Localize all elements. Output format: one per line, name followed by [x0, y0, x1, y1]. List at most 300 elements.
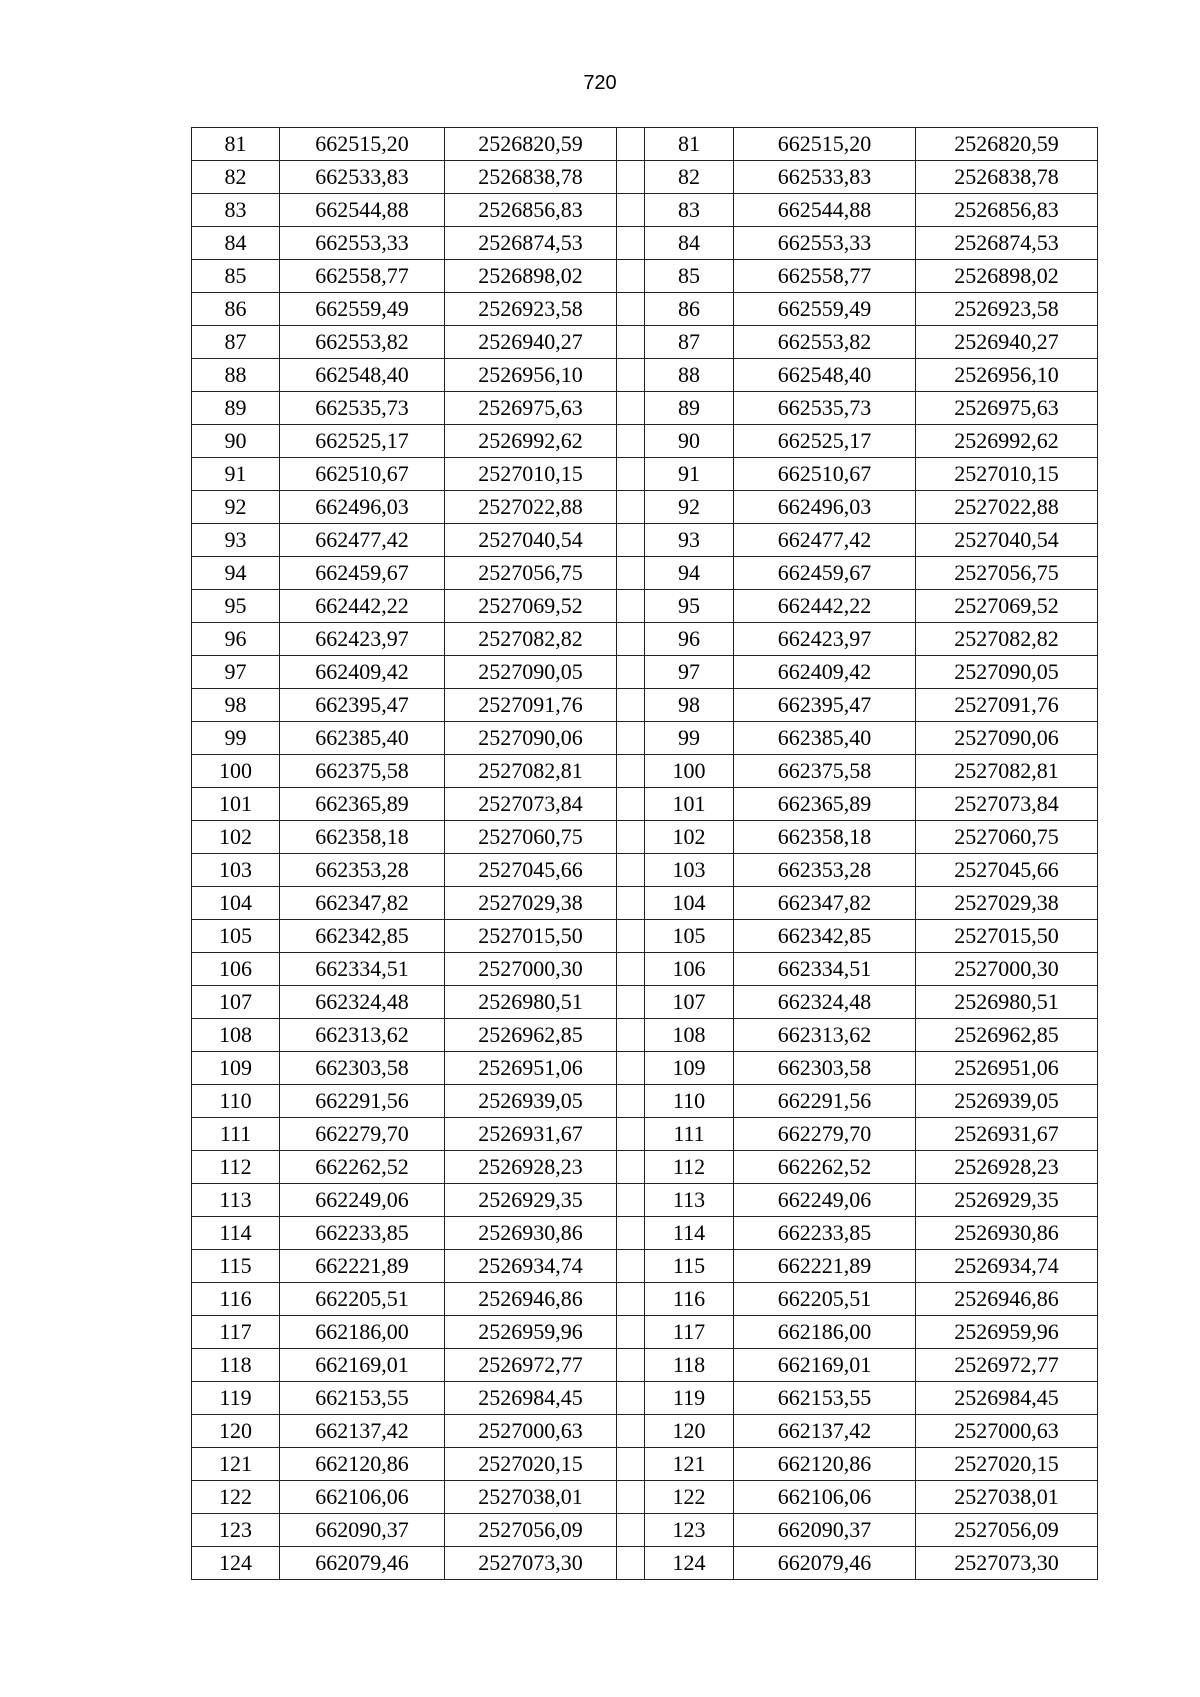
- point-number-cell-right: 92: [645, 491, 734, 524]
- x-coordinate-cell: 662548,40: [280, 359, 445, 392]
- y-coordinate-cell: 2526951,06: [445, 1052, 617, 1085]
- y-coordinate-cell-right: 2526962,85: [916, 1019, 1098, 1052]
- x-coordinate-cell-right: 662496,03: [734, 491, 916, 524]
- y-coordinate-cell-right: 2526939,05: [916, 1085, 1098, 1118]
- point-number-cell-right: 112: [645, 1151, 734, 1184]
- point-number-cell-right: 117: [645, 1316, 734, 1349]
- point-number-cell-right: 90: [645, 425, 734, 458]
- x-coordinate-cell: 662442,22: [280, 590, 445, 623]
- point-number-cell-right: 107: [645, 986, 734, 1019]
- separator-cell: [617, 1184, 645, 1217]
- x-coordinate-cell: 662137,42: [280, 1415, 445, 1448]
- separator-cell: [617, 359, 645, 392]
- x-coordinate-cell: 662533,83: [280, 161, 445, 194]
- y-coordinate-cell: 2527038,01: [445, 1481, 617, 1514]
- x-coordinate-cell-right: 662221,89: [734, 1250, 916, 1283]
- table-row: [192, 920, 1098, 953]
- y-coordinate-cell-right: 2526934,74: [916, 1250, 1098, 1283]
- point-number-cell-right: 119: [645, 1382, 734, 1415]
- point-number-cell: 110: [192, 1085, 280, 1118]
- separator-cell: [617, 1151, 645, 1184]
- point-number-cell: 115: [192, 1250, 280, 1283]
- y-coordinate-cell-right: 2526838,78: [916, 161, 1098, 194]
- x-coordinate-cell-right: 662334,51: [734, 953, 916, 986]
- point-number-cell-right: 122: [645, 1481, 734, 1514]
- point-number-cell: 122: [192, 1481, 280, 1514]
- point-number-cell: 83: [192, 194, 280, 227]
- x-coordinate-cell-right: 662459,67: [734, 557, 916, 590]
- point-number-cell: 89: [192, 392, 280, 425]
- separator-cell: [617, 887, 645, 920]
- x-coordinate-cell-right: 662510,67: [734, 458, 916, 491]
- separator-cell: [617, 194, 645, 227]
- x-coordinate-cell-right: 662249,06: [734, 1184, 916, 1217]
- y-coordinate-cell-right: 2526946,86: [916, 1283, 1098, 1316]
- table-row: [192, 1283, 1098, 1316]
- x-coordinate-cell-right: 662186,00: [734, 1316, 916, 1349]
- y-coordinate-cell-right: 2527082,82: [916, 623, 1098, 656]
- y-coordinate-cell-right: 2527082,81: [916, 755, 1098, 788]
- y-coordinate-cell: 2527045,66: [445, 854, 617, 887]
- point-number-cell-right: 100: [645, 755, 734, 788]
- x-coordinate-cell-right: 662533,83: [734, 161, 916, 194]
- point-number-cell: 102: [192, 821, 280, 854]
- point-number-cell-right: 97: [645, 656, 734, 689]
- separator-cell: [617, 722, 645, 755]
- y-coordinate-cell: 2527091,76: [445, 689, 617, 722]
- x-coordinate-cell: 662365,89: [280, 788, 445, 821]
- table-row: [192, 557, 1098, 590]
- y-coordinate-cell-right: 2526984,45: [916, 1382, 1098, 1415]
- x-coordinate-cell: 662291,56: [280, 1085, 445, 1118]
- y-coordinate-cell: 2526874,53: [445, 227, 617, 260]
- x-coordinate-cell: 662249,06: [280, 1184, 445, 1217]
- x-coordinate-cell: 662106,06: [280, 1481, 445, 1514]
- point-number-cell-right: 115: [645, 1250, 734, 1283]
- separator-cell: [617, 1217, 645, 1250]
- x-coordinate-cell: 662525,17: [280, 425, 445, 458]
- separator-cell: [617, 1052, 645, 1085]
- point-number-cell-right: 94: [645, 557, 734, 590]
- y-coordinate-cell: 2526820,59: [445, 128, 617, 161]
- separator-cell: [617, 1382, 645, 1415]
- coordinates-table: [191, 127, 1098, 1580]
- separator-cell: [617, 590, 645, 623]
- point-number-cell-right: 93: [645, 524, 734, 557]
- point-number-cell: 92: [192, 491, 280, 524]
- x-coordinate-cell: 662409,42: [280, 656, 445, 689]
- point-number-cell-right: 82: [645, 161, 734, 194]
- y-coordinate-cell-right: 2526959,96: [916, 1316, 1098, 1349]
- y-coordinate-cell-right: 2527069,52: [916, 590, 1098, 623]
- x-coordinate-cell-right: 662365,89: [734, 788, 916, 821]
- y-coordinate-cell-right: 2526931,67: [916, 1118, 1098, 1151]
- separator-cell: [617, 1448, 645, 1481]
- x-coordinate-cell-right: 662553,33: [734, 227, 916, 260]
- x-coordinate-cell-right: 662559,49: [734, 293, 916, 326]
- separator-cell: [617, 524, 645, 557]
- point-number-cell: 105: [192, 920, 280, 953]
- table-row: [192, 326, 1098, 359]
- point-number-cell-right: 110: [645, 1085, 734, 1118]
- x-coordinate-cell-right: 662079,46: [734, 1547, 916, 1580]
- y-coordinate-cell: 2527022,88: [445, 491, 617, 524]
- x-coordinate-cell: 662375,58: [280, 755, 445, 788]
- point-number-cell: 88: [192, 359, 280, 392]
- point-number-cell: 87: [192, 326, 280, 359]
- separator-cell: [617, 1019, 645, 1052]
- y-coordinate-cell-right: 2526930,86: [916, 1217, 1098, 1250]
- y-coordinate-cell-right: 2527000,30: [916, 953, 1098, 986]
- y-coordinate-cell: 2526956,10: [445, 359, 617, 392]
- point-number-cell-right: 114: [645, 1217, 734, 1250]
- separator-cell: [617, 1349, 645, 1382]
- x-coordinate-cell-right: 662313,62: [734, 1019, 916, 1052]
- y-coordinate-cell-right: 2526898,02: [916, 260, 1098, 293]
- x-coordinate-cell-right: 662358,18: [734, 821, 916, 854]
- y-coordinate-cell: 2526959,96: [445, 1316, 617, 1349]
- y-coordinate-cell-right: 2526923,58: [916, 293, 1098, 326]
- x-coordinate-cell: 662358,18: [280, 821, 445, 854]
- y-coordinate-cell: 2526930,86: [445, 1217, 617, 1250]
- point-number-cell-right: 87: [645, 326, 734, 359]
- x-coordinate-cell-right: 662106,06: [734, 1481, 916, 1514]
- x-coordinate-cell: 662324,48: [280, 986, 445, 1019]
- y-coordinate-cell: 2527090,05: [445, 656, 617, 689]
- separator-cell: [617, 854, 645, 887]
- y-coordinate-cell: 2527056,09: [445, 1514, 617, 1547]
- y-coordinate-cell: 2526934,74: [445, 1250, 617, 1283]
- y-coordinate-cell-right: 2526820,59: [916, 128, 1098, 161]
- x-coordinate-cell-right: 662279,70: [734, 1118, 916, 1151]
- y-coordinate-cell: 2527010,15: [445, 458, 617, 491]
- y-coordinate-cell-right: 2527010,15: [916, 458, 1098, 491]
- table-row: [192, 887, 1098, 920]
- point-number-cell-right: 96: [645, 623, 734, 656]
- separator-cell: [617, 920, 645, 953]
- point-number-cell-right: 105: [645, 920, 734, 953]
- separator-cell: [617, 1481, 645, 1514]
- y-coordinate-cell-right: 2527056,75: [916, 557, 1098, 590]
- y-coordinate-cell: 2527056,75: [445, 557, 617, 590]
- x-coordinate-cell-right: 662324,48: [734, 986, 916, 1019]
- separator-cell: [617, 491, 645, 524]
- table-row: [192, 1514, 1098, 1547]
- x-coordinate-cell: 662535,73: [280, 392, 445, 425]
- y-coordinate-cell-right: 2527090,05: [916, 656, 1098, 689]
- x-coordinate-cell: 662510,67: [280, 458, 445, 491]
- point-number-cell: 103: [192, 854, 280, 887]
- point-number-cell: 123: [192, 1514, 280, 1547]
- y-coordinate-cell: 2526940,27: [445, 326, 617, 359]
- y-coordinate-cell: 2527069,52: [445, 590, 617, 623]
- separator-cell: [617, 557, 645, 590]
- x-coordinate-cell: 662186,00: [280, 1316, 445, 1349]
- y-coordinate-cell-right: 2527073,84: [916, 788, 1098, 821]
- point-number-cell-right: 102: [645, 821, 734, 854]
- x-coordinate-cell-right: 662395,47: [734, 689, 916, 722]
- y-coordinate-cell: 2526928,23: [445, 1151, 617, 1184]
- separator-cell: [617, 755, 645, 788]
- y-coordinate-cell: 2527015,50: [445, 920, 617, 953]
- x-coordinate-cell: 662169,01: [280, 1349, 445, 1382]
- point-number-cell: 109: [192, 1052, 280, 1085]
- table-row: [192, 1481, 1098, 1514]
- separator-cell: [617, 458, 645, 491]
- point-number-cell: 107: [192, 986, 280, 1019]
- point-number-cell-right: 121: [645, 1448, 734, 1481]
- separator-cell: [617, 1085, 645, 1118]
- point-number-cell: 111: [192, 1118, 280, 1151]
- x-coordinate-cell-right: 662477,42: [734, 524, 916, 557]
- separator-cell: [617, 689, 645, 722]
- y-coordinate-cell-right: 2526929,35: [916, 1184, 1098, 1217]
- separator-cell: [617, 1118, 645, 1151]
- point-number-cell-right: 118: [645, 1349, 734, 1382]
- separator-cell: [617, 128, 645, 161]
- point-number-cell: 114: [192, 1217, 280, 1250]
- table-row: [192, 1349, 1098, 1382]
- table-row: [192, 1217, 1098, 1250]
- y-coordinate-cell-right: 2527073,30: [916, 1547, 1098, 1580]
- point-number-cell-right: 108: [645, 1019, 734, 1052]
- point-number-cell: 95: [192, 590, 280, 623]
- separator-cell: [617, 227, 645, 260]
- point-number-cell-right: 106: [645, 953, 734, 986]
- x-coordinate-cell: 662385,40: [280, 722, 445, 755]
- y-coordinate-cell: 2526946,86: [445, 1283, 617, 1316]
- y-coordinate-cell: 2526939,05: [445, 1085, 617, 1118]
- y-coordinate-cell: 2527082,82: [445, 623, 617, 656]
- x-coordinate-cell: 662262,52: [280, 1151, 445, 1184]
- point-number-cell-right: 91: [645, 458, 734, 491]
- point-number-cell-right: 124: [645, 1547, 734, 1580]
- separator-cell: [617, 392, 645, 425]
- page-number: 720: [583, 72, 617, 94]
- table-row: [192, 1448, 1098, 1481]
- separator-cell: [617, 656, 645, 689]
- y-coordinate-cell: 2526962,85: [445, 1019, 617, 1052]
- x-coordinate-cell-right: 662375,58: [734, 755, 916, 788]
- separator-cell: [617, 788, 645, 821]
- point-number-cell-right: 101: [645, 788, 734, 821]
- y-coordinate-cell: 2527000,63: [445, 1415, 617, 1448]
- x-coordinate-cell-right: 662535,73: [734, 392, 916, 425]
- x-coordinate-cell: 662395,47: [280, 689, 445, 722]
- separator-cell: [617, 260, 645, 293]
- y-coordinate-cell: 2527090,06: [445, 722, 617, 755]
- table-row: [192, 590, 1098, 623]
- x-coordinate-cell: 662205,51: [280, 1283, 445, 1316]
- x-coordinate-cell-right: 662090,37: [734, 1514, 916, 1547]
- x-coordinate-cell: 662553,33: [280, 227, 445, 260]
- y-coordinate-cell-right: 2527022,88: [916, 491, 1098, 524]
- y-coordinate-cell-right: 2527020,15: [916, 1448, 1098, 1481]
- x-coordinate-cell: 662496,03: [280, 491, 445, 524]
- point-number-cell: 94: [192, 557, 280, 590]
- separator-cell: [617, 1547, 645, 1580]
- y-coordinate-cell-right: 2526980,51: [916, 986, 1098, 1019]
- x-coordinate-cell: 662334,51: [280, 953, 445, 986]
- x-coordinate-cell: 662544,88: [280, 194, 445, 227]
- point-number-cell-right: 116: [645, 1283, 734, 1316]
- y-coordinate-cell: 2526929,35: [445, 1184, 617, 1217]
- table-row: [192, 392, 1098, 425]
- table-row: [192, 194, 1098, 227]
- x-coordinate-cell-right: 662409,42: [734, 656, 916, 689]
- table-row: [192, 755, 1098, 788]
- x-coordinate-cell-right: 662120,86: [734, 1448, 916, 1481]
- x-coordinate-cell-right: 662442,22: [734, 590, 916, 623]
- separator-cell: [617, 623, 645, 656]
- point-number-cell-right: 120: [645, 1415, 734, 1448]
- point-number-cell: 96: [192, 623, 280, 656]
- y-coordinate-cell-right: 2526975,63: [916, 392, 1098, 425]
- table-row: [192, 953, 1098, 986]
- point-number-cell: 100: [192, 755, 280, 788]
- y-coordinate-cell: 2526980,51: [445, 986, 617, 1019]
- x-coordinate-cell-right: 662548,40: [734, 359, 916, 392]
- y-coordinate-cell-right: 2527000,63: [916, 1415, 1098, 1448]
- point-number-cell-right: 104: [645, 887, 734, 920]
- point-number-cell-right: 98: [645, 689, 734, 722]
- point-number-cell: 85: [192, 260, 280, 293]
- point-number-cell: 86: [192, 293, 280, 326]
- table-row: [192, 293, 1098, 326]
- table-row: [192, 1382, 1098, 1415]
- x-coordinate-cell: 662090,37: [280, 1514, 445, 1547]
- point-number-cell: 98: [192, 689, 280, 722]
- y-coordinate-cell: 2526923,58: [445, 293, 617, 326]
- point-number-cell: 116: [192, 1283, 280, 1316]
- y-coordinate-cell-right: 2527045,66: [916, 854, 1098, 887]
- y-coordinate-cell: 2526984,45: [445, 1382, 617, 1415]
- y-coordinate-cell-right: 2527015,50: [916, 920, 1098, 953]
- table-row: [192, 656, 1098, 689]
- table-row: [192, 821, 1098, 854]
- point-number-cell: 81: [192, 128, 280, 161]
- x-coordinate-cell-right: 662137,42: [734, 1415, 916, 1448]
- separator-cell: [617, 326, 645, 359]
- y-coordinate-cell-right: 2527029,38: [916, 887, 1098, 920]
- x-coordinate-cell-right: 662385,40: [734, 722, 916, 755]
- point-number-cell-right: 89: [645, 392, 734, 425]
- x-coordinate-cell-right: 662205,51: [734, 1283, 916, 1316]
- separator-cell: [617, 821, 645, 854]
- table-row: [192, 854, 1098, 887]
- table-row: [192, 260, 1098, 293]
- table-row: [192, 1085, 1098, 1118]
- x-coordinate-cell: 662153,55: [280, 1382, 445, 1415]
- x-coordinate-cell-right: 662153,55: [734, 1382, 916, 1415]
- y-coordinate-cell: 2526972,77: [445, 1349, 617, 1382]
- x-coordinate-cell: 662559,49: [280, 293, 445, 326]
- x-coordinate-cell-right: 662342,85: [734, 920, 916, 953]
- table-row: [192, 623, 1098, 656]
- x-coordinate-cell: 662233,85: [280, 1217, 445, 1250]
- separator-cell: [617, 1316, 645, 1349]
- table-row: [192, 1184, 1098, 1217]
- y-coordinate-cell-right: 2526874,53: [916, 227, 1098, 260]
- y-coordinate-cell-right: 2527040,54: [916, 524, 1098, 557]
- y-coordinate-cell: 2526931,67: [445, 1118, 617, 1151]
- x-coordinate-cell-right: 662553,82: [734, 326, 916, 359]
- x-coordinate-cell: 662303,58: [280, 1052, 445, 1085]
- point-number-cell: 93: [192, 524, 280, 557]
- x-coordinate-cell-right: 662423,97: [734, 623, 916, 656]
- y-coordinate-cell-right: 2526992,62: [916, 425, 1098, 458]
- separator-cell: [617, 1283, 645, 1316]
- table-row: [192, 986, 1098, 1019]
- y-coordinate-cell-right: 2527091,76: [916, 689, 1098, 722]
- y-coordinate-cell: 2526856,83: [445, 194, 617, 227]
- point-number-cell: 124: [192, 1547, 280, 1580]
- table-row: [192, 788, 1098, 821]
- x-coordinate-cell: 662120,86: [280, 1448, 445, 1481]
- point-number-cell: 97: [192, 656, 280, 689]
- point-number-cell: 106: [192, 953, 280, 986]
- table-row: [192, 1151, 1098, 1184]
- y-coordinate-cell-right: 2526928,23: [916, 1151, 1098, 1184]
- table-row: [192, 491, 1098, 524]
- x-coordinate-cell-right: 662169,01: [734, 1349, 916, 1382]
- x-coordinate-cell-right: 662353,28: [734, 854, 916, 887]
- x-coordinate-cell: 662279,70: [280, 1118, 445, 1151]
- point-number-cell-right: 88: [645, 359, 734, 392]
- y-coordinate-cell: 2527060,75: [445, 821, 617, 854]
- separator-cell: [617, 293, 645, 326]
- point-number-cell: 101: [192, 788, 280, 821]
- table-row: [192, 128, 1098, 161]
- y-coordinate-cell: 2527020,15: [445, 1448, 617, 1481]
- table-row: [192, 689, 1098, 722]
- x-coordinate-cell-right: 662347,82: [734, 887, 916, 920]
- y-coordinate-cell-right: 2527060,75: [916, 821, 1098, 854]
- x-coordinate-cell-right: 662525,17: [734, 425, 916, 458]
- y-coordinate-cell: 2527082,81: [445, 755, 617, 788]
- x-coordinate-cell: 662515,20: [280, 128, 445, 161]
- point-number-cell: 118: [192, 1349, 280, 1382]
- point-number-cell: 120: [192, 1415, 280, 1448]
- point-number-cell-right: 83: [645, 194, 734, 227]
- separator-cell: [617, 986, 645, 1019]
- table-row: [192, 458, 1098, 491]
- point-number-cell-right: 99: [645, 722, 734, 755]
- x-coordinate-cell-right: 662262,52: [734, 1151, 916, 1184]
- point-number-cell: 119: [192, 1382, 280, 1415]
- separator-cell: [617, 1514, 645, 1547]
- x-coordinate-cell-right: 662544,88: [734, 194, 916, 227]
- y-coordinate-cell-right: 2527056,09: [916, 1514, 1098, 1547]
- point-number-cell-right: 81: [645, 128, 734, 161]
- x-coordinate-cell: 662459,67: [280, 557, 445, 590]
- table-row: [192, 1316, 1098, 1349]
- y-coordinate-cell-right: 2527038,01: [916, 1481, 1098, 1514]
- point-number-cell: 84: [192, 227, 280, 260]
- table-row: [192, 1052, 1098, 1085]
- separator-cell: [617, 161, 645, 194]
- y-coordinate-cell: 2526838,78: [445, 161, 617, 194]
- point-number-cell: 108: [192, 1019, 280, 1052]
- table-row: [192, 524, 1098, 557]
- point-number-cell: 82: [192, 161, 280, 194]
- x-coordinate-cell-right: 662515,20: [734, 128, 916, 161]
- separator-cell: [617, 425, 645, 458]
- y-coordinate-cell: 2527073,30: [445, 1547, 617, 1580]
- y-coordinate-cell: 2526898,02: [445, 260, 617, 293]
- point-number-cell: 117: [192, 1316, 280, 1349]
- x-coordinate-cell: 662342,85: [280, 920, 445, 953]
